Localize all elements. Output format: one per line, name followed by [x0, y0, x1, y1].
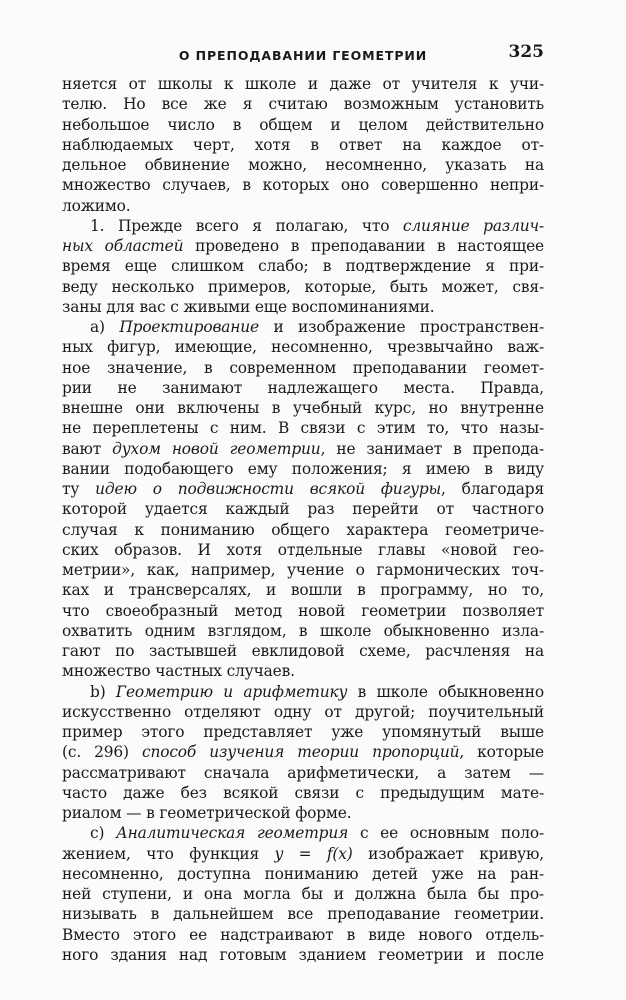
line-text: наблюдаемых черт, хотя в ответ на каждое от- — [62, 135, 544, 154]
line-text: , не занимает в препода- — [320, 439, 545, 458]
line-text: пример этого представляет уже упомянутый выше — [62, 723, 544, 741]
line-prefix: (с. 296) — [62, 743, 142, 762]
line-text: рии не занимают надлежащего места. Правда, — [62, 378, 544, 397]
line-text: небольшое число в общем и целом действительно — [62, 115, 544, 134]
line-text: , которые — [459, 743, 544, 762]
emphasis-text: Аналитическая геометрия — [116, 824, 349, 843]
line-text: низывать в дальнейшем все преподавание геометрии. — [62, 905, 544, 924]
text-line — [62, 580, 544, 600]
line-prefix: с) — [90, 824, 117, 843]
text-line — [62, 358, 544, 378]
emphasis-text: слияние различ- — [402, 216, 544, 235]
text-line — [62, 439, 544, 459]
line-prefix: жением, что функция — [62, 844, 275, 863]
line-text: что своеобразный метод новой геометрии позволяет — [62, 601, 544, 620]
text-line — [62, 418, 544, 438]
line-text: ских образов. И хотя отдельные главы «новой гео- — [62, 540, 544, 559]
line-text: не переплетены с ним. В связи с этим то, что назы- — [62, 419, 544, 438]
text-line — [62, 560, 544, 580]
line-text: время еще слишком слабо; в подтверждение я при- — [62, 257, 544, 276]
text-line — [62, 702, 544, 722]
emphasis-text: способ изучения теории пропорций — [141, 743, 460, 762]
line-text: ней ступени, и она могла бы и должна была бы про- — [62, 885, 544, 903]
line-prefix: а) — [90, 318, 120, 336]
text-line — [62, 763, 544, 783]
text-line — [62, 135, 544, 155]
text-line — [62, 783, 544, 803]
text-line — [62, 337, 544, 357]
emphasis-text: Проектирование — [119, 318, 259, 336]
line-text: Вместо этого ее надстраивают в виде нового отдель- — [62, 925, 544, 944]
text-line — [62, 216, 544, 236]
line-text: няется от школы к школе и даже от учителя к учи- — [62, 75, 544, 93]
text-line — [62, 115, 544, 135]
text-line — [62, 722, 544, 742]
line-text: 1. Прежде всего я полагаю, что — [90, 216, 403, 235]
text-line — [62, 945, 544, 965]
text-line — [62, 155, 544, 175]
line-text: ложимо. — [62, 196, 131, 215]
text-line — [62, 256, 544, 276]
text-line — [62, 459, 544, 479]
line-text: охватить одним взглядом, в школе обыкновенно изла- — [62, 621, 544, 640]
text-line — [62, 661, 544, 681]
emphasis-text: y = f(x) — [274, 844, 353, 863]
text-line — [62, 317, 544, 337]
page-number: 325 — [508, 42, 544, 62]
text-line — [62, 925, 544, 945]
line-text: ное значение, в современном преподавании геомет- — [62, 358, 544, 377]
line-text: веду несколько примеров, которые, быть может, свя- — [62, 277, 544, 296]
line-text: которой удается каждый раз перейти от частного — [62, 500, 544, 519]
text-line — [62, 479, 544, 499]
text-line — [62, 803, 544, 823]
running-title: О ПРЕПОДАВАНИИ ГЕОМЕТРИИ — [178, 48, 428, 63]
text-line — [62, 823, 544, 843]
line-text: рассматривают сначала арифметически, а затем — — [62, 763, 544, 782]
line-text: искусственно отделяют одну от другой; поучительный — [62, 702, 544, 721]
line-prefix: ту — [62, 480, 96, 498]
line-text: гают по застывшей евклидовой схеме, расчленяя на — [62, 642, 544, 660]
text-line — [62, 540, 544, 560]
line-text: в школе обыкновенно — [347, 682, 544, 701]
emphasis-text: духом новой геометрии — [112, 439, 321, 458]
line-text: метрии», как, например, учение о гармонических точ- — [62, 561, 544, 579]
line-text: и изображение пространствен- — [259, 318, 544, 336]
line-text: случая к пониманию общего характера геометриче- — [62, 520, 544, 539]
line-text: проведено в преподавании в настоящее — [183, 237, 544, 255]
line-text: дельное обвинение можно, несомненно, указать на — [62, 156, 544, 174]
text-line — [62, 499, 544, 519]
line-text: изображает кривую, — [352, 844, 544, 863]
line-text: множество случаев, в которых оно совершенно непри- — [62, 176, 544, 195]
page-header — [62, 42, 544, 68]
line-text: телю. Но все же я считаю возможным установить — [62, 95, 544, 114]
emphasis-text: идею о подвижности всякой фигуры — [95, 480, 441, 498]
line-text: вании подобающего ему положения; я имею в виду — [62, 459, 544, 478]
text-line — [62, 621, 544, 641]
text-line — [62, 175, 544, 195]
line-text: с ее основным поло- — [348, 824, 544, 843]
line-text: заны для вас с живыми еще воспоминаниями. — [62, 297, 435, 316]
text-line — [62, 236, 544, 256]
line-prefix: вают — [62, 439, 113, 458]
emphasis-text: Геометрию и арифметику — [115, 682, 348, 701]
line-prefix: b) — [90, 682, 116, 701]
text-line — [62, 378, 544, 398]
line-text: внешне они включены в учебный курс, но внутренне — [62, 399, 544, 417]
line-text: риалом — в геометрической форме. — [62, 804, 352, 822]
body-text — [62, 74, 544, 965]
text-line — [62, 297, 544, 317]
text-line — [62, 601, 544, 621]
line-text: часто даже без всякой связи с предыдущим мате- — [62, 783, 544, 802]
line-text: ного здания над готовым зданием геометрии и после — [62, 945, 544, 964]
emphasis-text: ных областей — [62, 237, 184, 255]
line-text: ках и трансверсалях, и вошли в программу, но то, — [62, 581, 544, 600]
text-line — [62, 682, 544, 702]
text-line — [62, 641, 544, 661]
text-line — [62, 742, 544, 762]
text-line — [62, 94, 544, 114]
text-line — [62, 864, 544, 884]
line-text: ных фигур, имеющие, несомненно, чрезвычайно важ- — [62, 338, 544, 357]
text-line — [62, 398, 544, 418]
line-text: множество частных случаев. — [62, 662, 295, 681]
text-line — [62, 74, 544, 94]
text-line — [62, 884, 544, 904]
text-line — [62, 196, 544, 216]
text-line — [62, 520, 544, 540]
text-line — [62, 844, 544, 864]
text-line — [62, 277, 544, 297]
line-text: , благодаря — [440, 480, 544, 498]
line-text: несомненно, доступна пониманию детей уже на ран- — [62, 864, 544, 883]
text-line — [62, 904, 544, 924]
